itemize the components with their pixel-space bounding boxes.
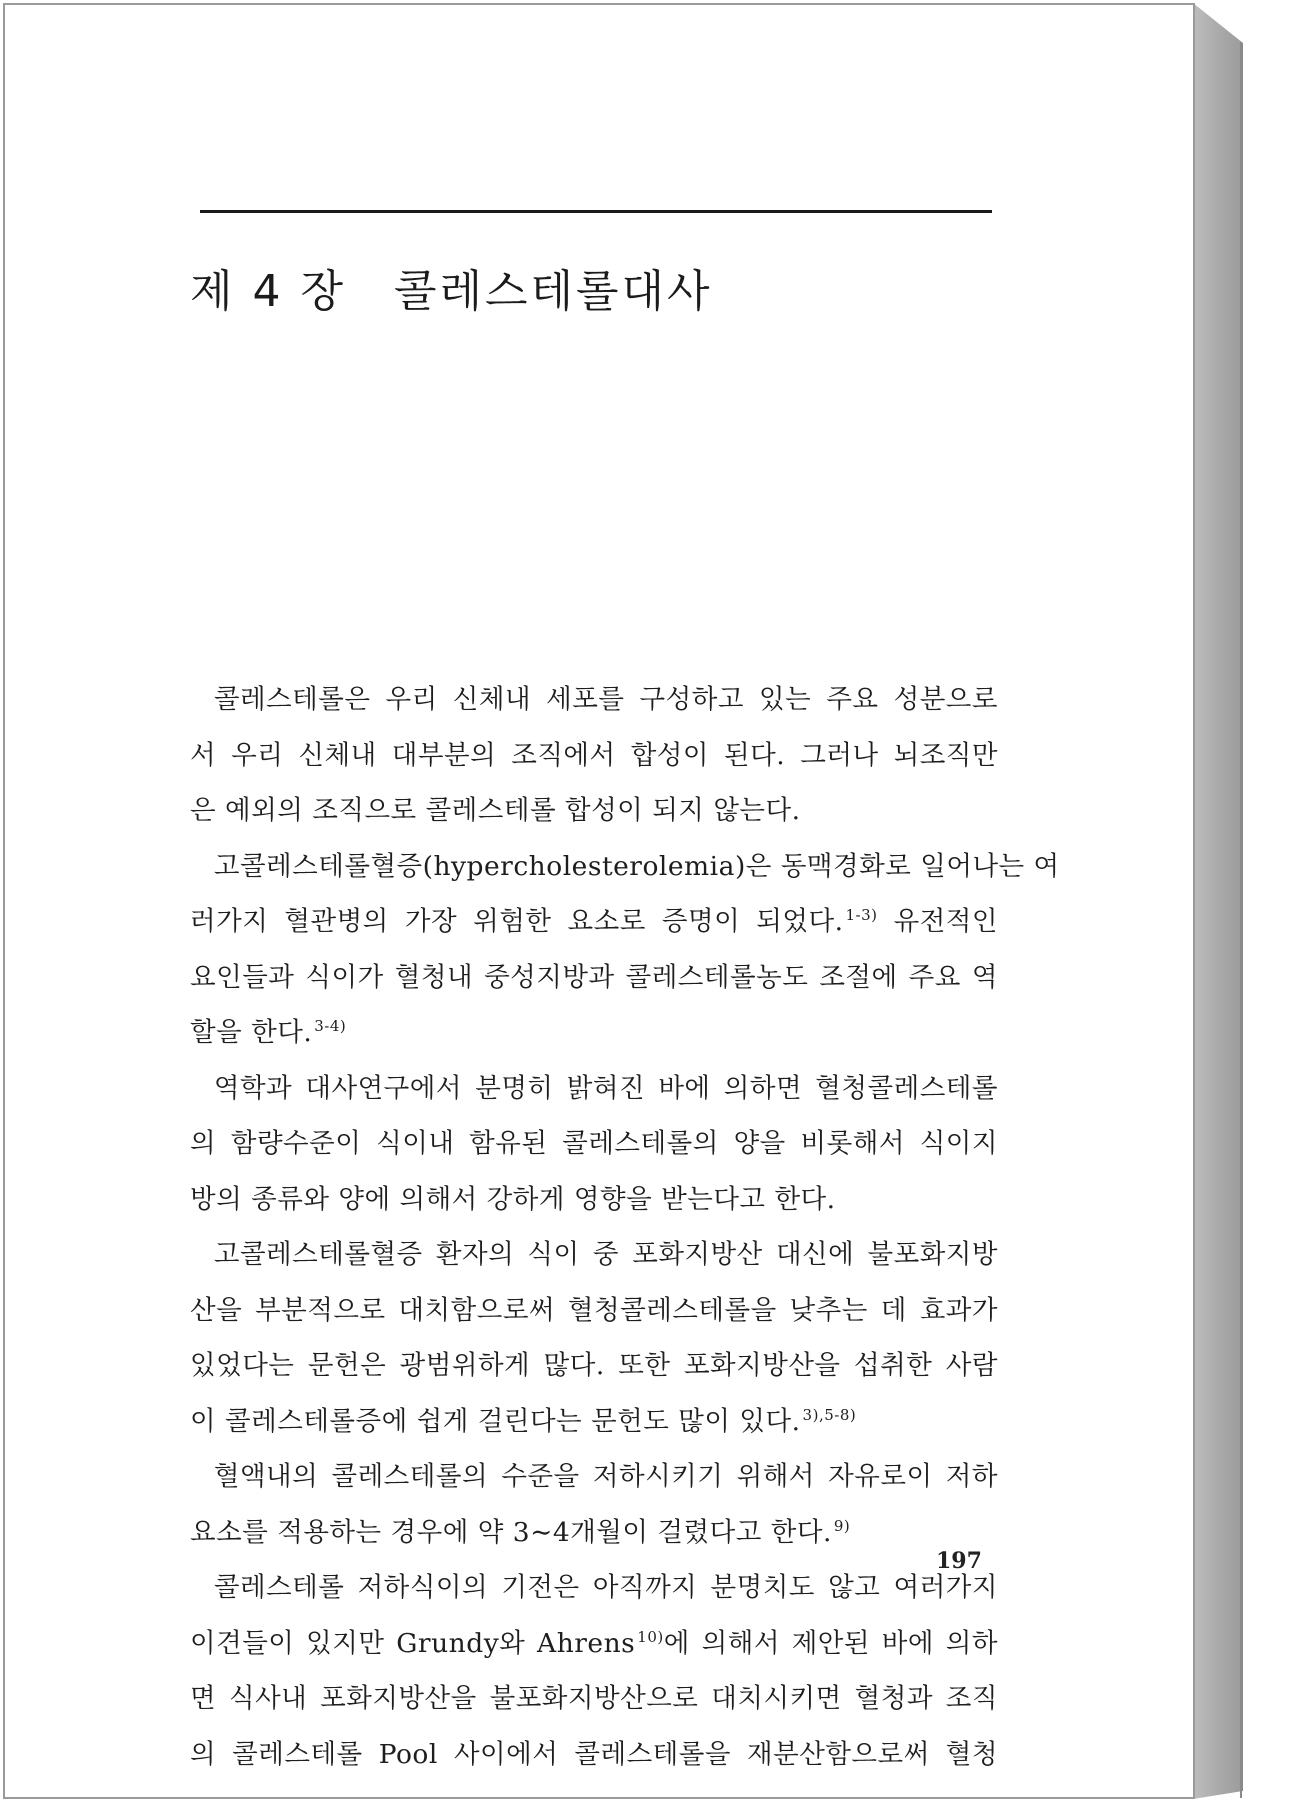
line-text: 요인들과 식이가 혈청내 중성지방과 콜레스테롤농도 조절에 주요 역 [190, 961, 998, 993]
text-line [190, 1172, 998, 1228]
text-line [190, 1505, 998, 1561]
line-text: 의 함량수준이 식이내 함유된 콜레스테롤의 양을 비롯해서 식이지 [190, 1128, 998, 1159]
page-stack-edge-line [1240, 42, 1242, 1798]
line-text: 요소를 적용하는 경우에 약 3∼4개월이 걸렸다고 한다. [190, 1516, 832, 1548]
line-text: 콜레스테롤은 우리 신체내 세포를 구성하고 있는 주요 성분으로 [213, 684, 998, 715]
paragraph [190, 1449, 998, 1560]
text-line [190, 1227, 998, 1283]
line-text: 콜레스테롤 저하식이의 기전은 아직까지 분명치도 않고 여러가지 [213, 1572, 998, 1603]
body-text [190, 672, 1060, 1782]
chapter-title: 콜레스테롤대사 [393, 266, 713, 318]
text-line [190, 894, 998, 950]
line-text: 산을 부분적으로 대치함으로써 혈청콜레스테롤을 낮추는 데 효과가 [190, 1294, 998, 1326]
chapter-rule [200, 210, 992, 213]
line-text-tail: 유전적인 [877, 906, 998, 937]
text-line [190, 783, 998, 839]
line-text: 이 콜레스테롤증에 쉽게 걸린다는 문헌도 많이 있다. [190, 1405, 801, 1437]
line-text: 혈액내의 콜레스테롤의 수준을 저하시키기 위해서 자유로이 저하 [213, 1461, 998, 1492]
line-text: 고콜레스테롤혈증 환자의 식이 중 포화지방산 대신에 불포화지방 [213, 1239, 998, 1270]
line-text: 이견들이 있지만 Grundy와 Ahrens [190, 1627, 636, 1659]
line-text: 고콜레스테롤혈증(hypercholesterolemia)은 동맥경화로 일어나는 여 [213, 850, 1060, 882]
citation-superscript: 9) [833, 1516, 851, 1535]
line-text: 방의 종류와 양에 의해서 강하게 영향을 받는다고 한다. [190, 1183, 836, 1215]
text-line [190, 672, 998, 728]
citation-superscript: 3),5-8) [802, 1405, 857, 1424]
line-text: 은 예외의 조직으로 콜레스테롤 합성이 되지 않는다. [190, 795, 801, 826]
text-line [190, 1005, 998, 1061]
chapter-heading [190, 255, 713, 319]
text-line [190, 1671, 998, 1727]
text-line [190, 1616, 998, 1672]
text-line [190, 1449, 998, 1505]
text-line [190, 728, 998, 784]
text-line [190, 1061, 998, 1117]
paragraph [190, 672, 998, 839]
text-line [190, 1116, 998, 1172]
paragraph [190, 1560, 998, 1782]
citation-superscript: 1-3) [845, 906, 878, 924]
line-text-tail: 에 의해서 제안된 바에 의하 [663, 1627, 998, 1659]
chapter-number: 제 4 장 [190, 266, 346, 318]
page-number: 197 [936, 1548, 982, 1574]
line-text: 할을 한다. [190, 1017, 313, 1048]
paragraph [190, 1227, 998, 1449]
text-line [190, 1394, 998, 1450]
paragraph [190, 839, 1060, 1061]
text-line [190, 1727, 998, 1783]
text-line [190, 950, 998, 1006]
text-line [190, 1560, 998, 1616]
line-text: 러가지 혈관병의 가장 위험한 요소로 증명이 되었다. [190, 906, 844, 937]
line-text: 있었다는 문헌은 광범위하게 많다. 또한 포화지방산을 섭취한 사람 [190, 1350, 998, 1381]
citation-superscript: 10) [637, 1627, 664, 1646]
line-text: 면 식사내 포화지방산을 불포화지방산으로 대치시키면 혈청과 조직 [190, 1683, 998, 1714]
text-line [190, 1283, 998, 1339]
text-line [190, 1338, 998, 1394]
paragraph [190, 1061, 998, 1228]
page-stack-edge [1193, 3, 1243, 1799]
text-line [190, 839, 1060, 895]
citation-superscript: 3-4) [314, 1017, 347, 1035]
line-text: 역학과 대사연구에서 분명히 밝혀진 바에 의하면 혈청콜레스테롤 [213, 1072, 998, 1104]
line-text: 서 우리 신체내 대부분의 조직에서 합성이 된다. 그러나 뇌조직만 [190, 739, 998, 771]
line-text: 의 콜레스테롤 Pool 사이에서 콜레스테롤을 재분산함으로써 혈청 [190, 1738, 998, 1770]
